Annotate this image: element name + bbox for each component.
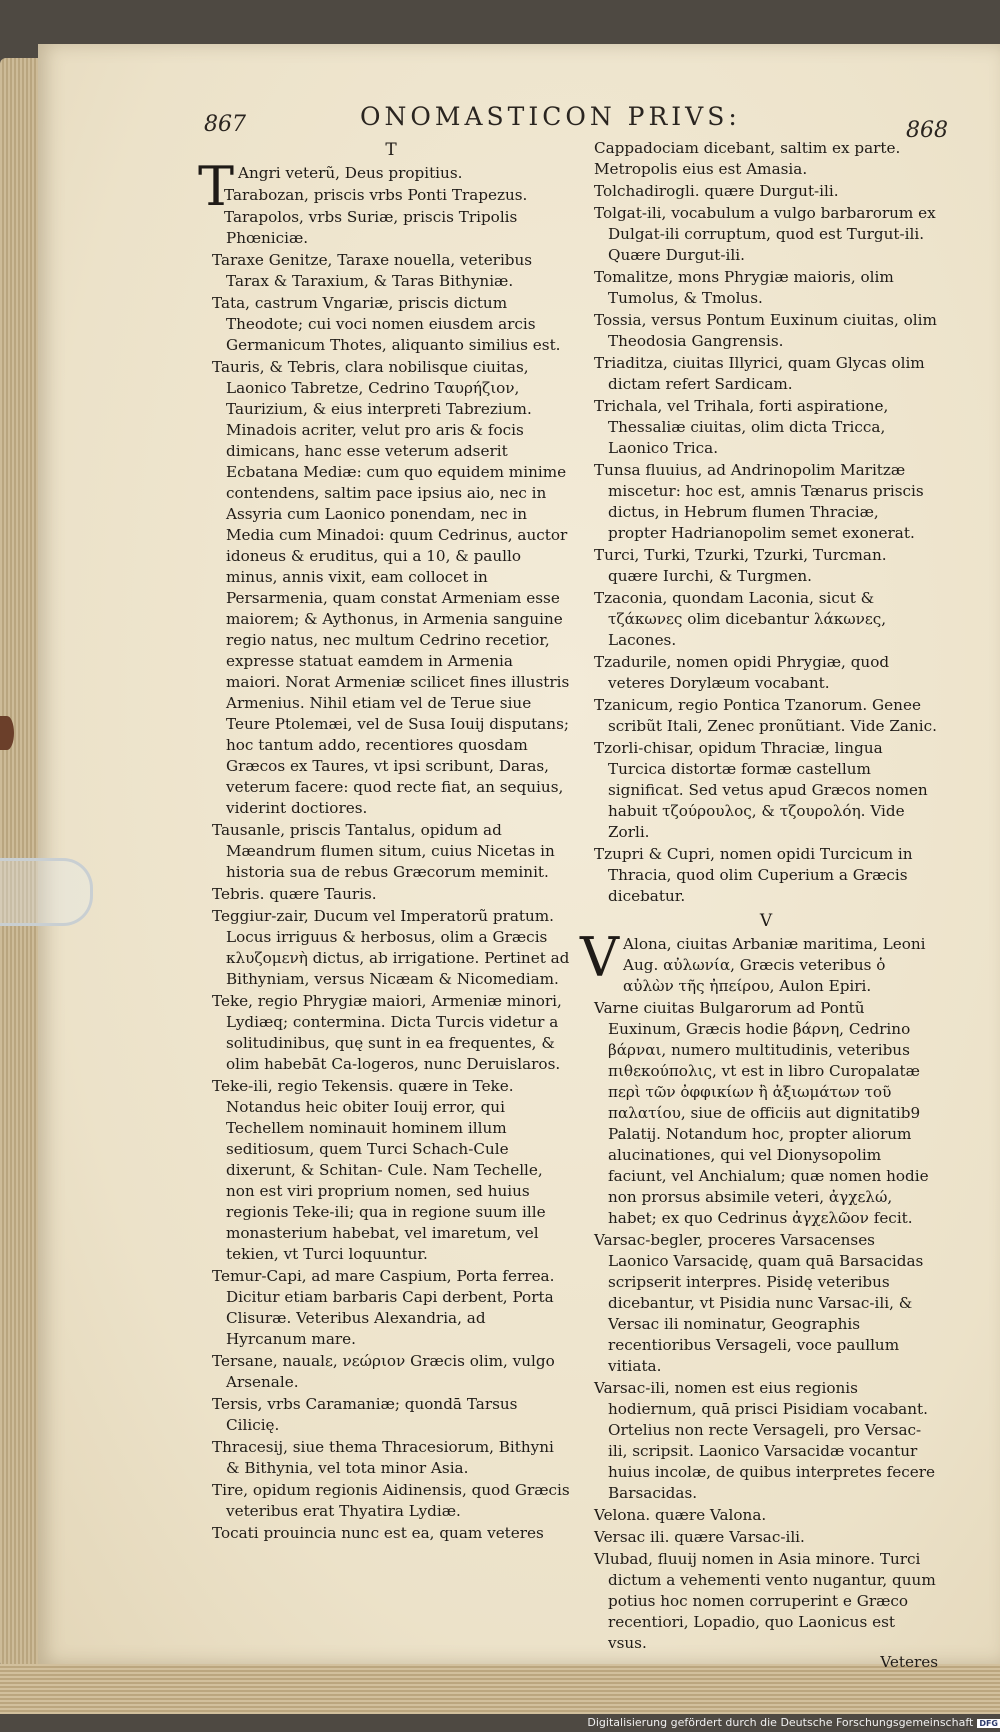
entry: Taraxe Genitze, Taraxe nouella, veteribus Tarax & Taraxium, & Taras Bithyniæ. [212, 251, 533, 290]
footer-text: Digitalisierung gefördert durch die Deutsche Forschungsgemeinschaft [587, 1716, 974, 1729]
entry: Triaditza, ciuitas Illyrici, quam Glycas olim dictam refert Sardicam. [594, 354, 925, 393]
entry: Tolgat-ili, vocabulum a vulgo barbarorum ex Dulgat-ili corruptum, quod est Turgut-ili. Quære Durgut-ili. [594, 204, 936, 264]
entry-text: Alona, ciuitas Arbaniæ maritima, Leoni Aug. αὐλωνία, Græcis veteribus ὁ αὐλὼν τῆς ἠπείρου, Aulon Epiri. [623, 935, 926, 995]
entry: Vlubad, fluuij nomen in Asia minore. Turci dictum a vehementi vento nugantur, quum potius hoc nomen corruperint e Græco recentiori, Lopadio, quo Laonicus est vsus. [594, 1550, 936, 1652]
entry: Trichala, vel Trihala, forti aspiratione, Thessaliæ ciuitas, olim dicta Tricca, Laonico Trica. [594, 397, 889, 457]
entry: Tata, castrum Vngariæ, priscis dictum Theodote; cui voci nomen eiusdem arcis Germanicum Thotes, aliquanto similius est. [212, 294, 561, 354]
entry: Tzaconia, quondam Laconia, sicut & τζάκωνες olim dicebantur λάκωνες, Lacones. [594, 589, 887, 649]
entry: Tersane, naualε, νεώριον Græcis olim, vulgo Arsenale. [212, 1352, 555, 1391]
entry: Varsac-begler, proceres Varsacenses Laonico Varsacidę, quam quā Barsacidas scripserit interpres. Pisidę veteribus dicebantur, vt Pisidia nunc Varsac-ili, & Versac ili nominatur, Geographis recentioribus Versageli, voce paullum vitiata. [594, 1231, 924, 1375]
entry: Teke-ili, regio Tekensis. quære in Teke. Notandus heic obiter Iouij error, qui Techellem nominauit hominem illum seditiosum, quem Turci Schach-Cule dixerunt, & Schitan- Cule. Nam Techelle, non est viri proprium nomen, sed huius regionis Teke-ili; qua in regione suum ille monasterium habebat, vel imaretum, vel tekien, vt Turci loquuntur. [212, 1077, 546, 1263]
page-number-right: 868 [906, 118, 948, 143]
page-clip [0, 858, 93, 926]
entry: Tebris. quære Tauris. [212, 885, 377, 903]
entry: Tossia, versus Pontum Euxinum ciuitas, olim Theodosia Gangrensis. [594, 311, 937, 350]
drop-cap: T [198, 155, 235, 218]
binding-mark [0, 716, 14, 750]
entry: Tolchadirogli. quære Durgut-ili. [594, 182, 839, 200]
continuation-text: Cappadociam dicebant, saltim ex parte. Metropolis eius est Amasia. [594, 139, 901, 178]
entry: Teggiur-zair, Ducum vel Imperatorũ pratum. Locus irriguus & herbosus, olim a Græcis κλυζομενὴ dictus, ab irrigatione. Pertinet ad Bithyniam, versus Nicæam & Nicomediam. [212, 907, 570, 988]
entry: Tersis, vrbs Caramaniæ; quondā Tarsus Cilicię. [212, 1395, 518, 1434]
dfg-logo: DFG [979, 1718, 998, 1728]
entry: Tausanle, priscis Tantalus, opidum ad Mæandrum flumen situm, cuius Nicetas in historia sua de rebus Græcorum meminit. [212, 821, 555, 881]
entry: Tzorli-chisar, opidum Thraciæ, lingua Turcica distortæ formæ castellum significat. Sed vetus apud Græcos nomen habuit τζούρουλος, & τζουρολόη. Vide Zorli. [594, 739, 928, 841]
entry: Teke, regio Phrygiæ maiori, Armeniæ minori, Lydiæq; contermina. Dicta Turcis videtur a solitudinibus, quę sunt in ea frequentes, & olim habebāt Ca-logeros, nunc Deruislaros. [212, 992, 562, 1073]
entry: Tzadurile, nomen opidi Phrygiæ, quod veteres Dorylæum vocabant. [594, 653, 890, 692]
left-entry-list [198, 155, 570, 1544]
entry: Tarabozan, priscis vrbs Ponti Trapezus. [224, 186, 528, 204]
entry: Tomalitze, mons Phrygiæ maioris, olim Tumolus, & Tmolus. [594, 268, 894, 307]
entry: Varsac-ili, nomen est eius regionis hodiernum, quā prisci Pisidiam vocabant. Ortelius non recte Versageli, pro Versac-ili, scripsit. Laonico Varsacidæ vocantur huius incolæ, de quibus interpretes fecere Barsacidas. [594, 1379, 935, 1502]
section-letter-t: T [385, 140, 397, 160]
right-entry-list-v [580, 926, 938, 1654]
section-letter-v: V [759, 911, 773, 931]
right-entry-list-t [594, 181, 938, 907]
entry: Tauris, & Tebris, clara nobilisque ciuitas, Laonico Tabretze, Cedrino Ταυρήζιον, Taurizium, & eius interpreti Tabrezium. Minadois acriter, velut pro aris & focis dimicans, hanc esse veterum adserit Ecbatana Mediæ: cum quo equidem minime contendens, saltim pace ipsius aio, nec in Assyria cum Laonico ponendam, nec in Media cum Minadoi: quum Cedrinus, auctor idoneus & eruditus, qui a 10, & paullo minus, annis vixit, eam collocet in Persarmenia, quam constat Armeniam esse maiorem; & Aythonus, in Armenia sanguine regio natus, nec multum Cedrino recetior, expresse statuat eamdem in Armenia maiori. Norat Armeniæ scilicet fines illustris Armenius. Nihil etiam vel de Terue siue Teure Ptolemæi, vel de Susa Iouij disputans; hoc tantum addo, recentiores quosdam Græcos ex Taures, vt ipsi scribunt, Daras, veterum facere: quod recte fiat, an sequius, viderint doctiores. [212, 358, 570, 817]
catchword: Veteres [880, 1653, 938, 1671]
entry: Temur-Capi, ad mare Caspium, Porta ferrea. Dicitur etiam barbaris Capi derbent, Porta Clisuræ. Veteribus Alexandria, ad Hyrcanum mare. [212, 1267, 555, 1348]
entry: Versac ili. quære Varsac-ili. [594, 1528, 805, 1546]
entry: Thracesij, siue thema Thracesiorum, Bithyni & Bithynia, vel tota minor Asia. [212, 1438, 554, 1477]
entry: Tire, opidum regionis Aidinensis, quod Græcis veteribus erat Thyatira Lydiæ. [212, 1481, 570, 1520]
entry: Tocati prouincia nunc est ea, quam veteres [212, 1524, 544, 1542]
entry: Tzanicum, regio Pontica Tzanorum. Genee scribũt Itali, Zenec pronũtiant. Vide Zanic. [594, 696, 937, 735]
entry: Tzupri & Cupri, nomen opidi Turcicum in Thracia, quod olim Cuperium a Græcis dicebatur. [594, 845, 913, 905]
entry [580, 926, 938, 997]
entry: Velona. quære Valona. [594, 1506, 767, 1524]
page-number-left: 867 [204, 112, 246, 137]
digitization-footer [568, 1716, 1000, 1732]
running-title: ONOMASTICON PRIVS: [360, 102, 741, 131]
entry: Tunsa fluuius, ad Andrinopolim Maritzæ miscetur: hoc est, amnis Tænarus priscis dictus, in Hebrum flumen Thraciæ, propter Hadrianopolim semet exonerat. [594, 461, 924, 542]
entry: Varne ciuitas Bulgarorum ad Pontũ Euxinum, Græcis hodie βάρνη, Cedrino βάρναι, numero multitudinis, veteribus πιθεκούπολις, vt est in libro Curopalatæ περὶ τῶν ὀφφικίων ἢ ἀξιωμάτων τοῦ παλατίου, siue de officiis aut dignitatib9 Palatij. Notandum hoc, propter aliorum alucinationes, qui vel Dionysopolim faciunt, vel Anchialum; quæ nomen hodie non prorsus absimile veteri, ἀγχελώ, habet; ex quo Cedrinus ἀγχελῶον fecit. [594, 999, 929, 1227]
drop-cap: V [580, 926, 619, 989]
left-column [198, 140, 570, 1544]
entry: Tarapolos, vrbs Suriæ, priscis Tripolis Phœniciæ. [224, 208, 518, 247]
right-column [580, 138, 938, 1673]
entry: Turci, Turki, Tzurki, Tzurki, Turcman. quære Iurchi, & Turgmen. [594, 546, 887, 585]
entry-text: Angri veterũ, Deus propitius. [238, 164, 463, 182]
